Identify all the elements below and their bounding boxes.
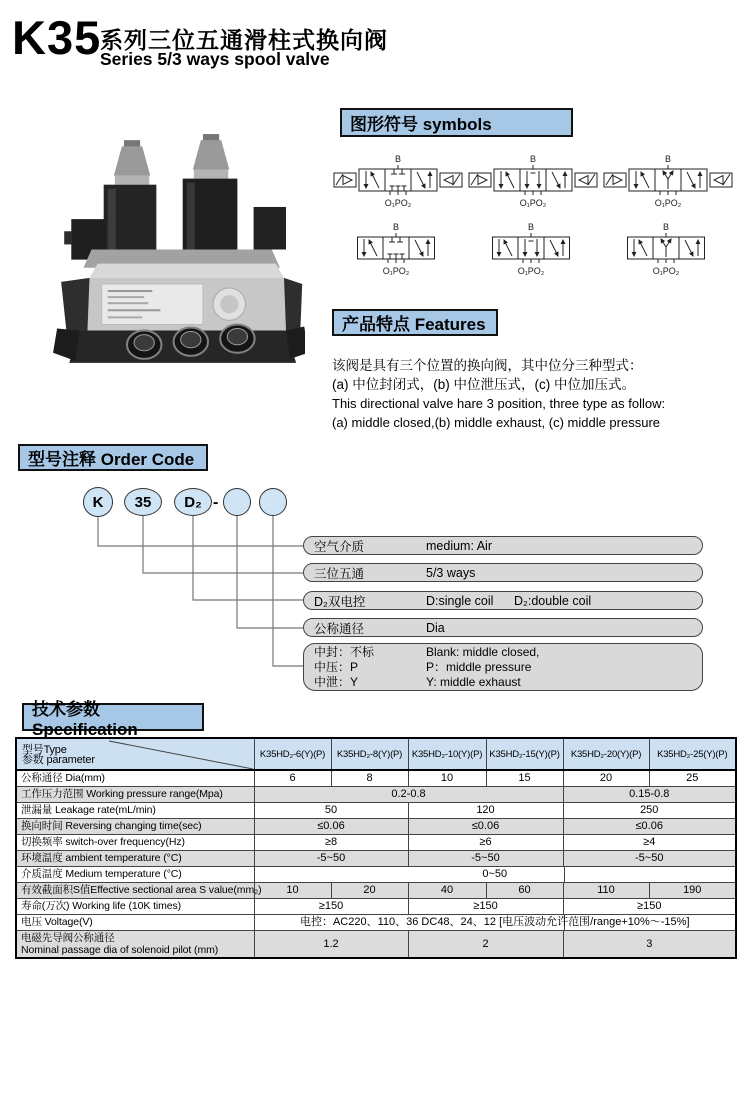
ordercode-row-cn: 公称通径 bbox=[314, 621, 365, 636]
valve-symbol-middle-closed-plain bbox=[357, 222, 435, 276]
features-line-en2: (a) middle closed,(b) middle exhaust, (c) middle pressure bbox=[332, 415, 661, 430]
valve-symbol-drawing bbox=[492, 232, 570, 266]
spec-row-dia bbox=[16, 770, 736, 787]
spec-row-label: 有效截面积S值Effective sectional area S value(mm₂) bbox=[16, 883, 254, 899]
ordercode-row-en: 5/3 ways bbox=[426, 565, 476, 580]
spec-cell: -5~50 bbox=[408, 851, 563, 867]
spec-row-label: 切换频率 switch-over frequency(Hz) bbox=[16, 835, 254, 851]
spec-col-header: K35HD₂-8(Y)(P) bbox=[331, 738, 408, 770]
spec-cell: 1.2 bbox=[254, 931, 408, 959]
valve-symbol-middle-exhaust bbox=[468, 154, 598, 208]
spec-row-label: 电压 Voltage(V) bbox=[16, 915, 254, 931]
spec-cell: 25 bbox=[649, 770, 736, 787]
port-label-bottom: O₁PO₂ bbox=[654, 198, 682, 208]
spec-cell: 190 bbox=[649, 883, 736, 899]
features-section-header: 产品特点 Features bbox=[332, 309, 498, 336]
ordercode-row-en: Dia bbox=[426, 620, 445, 635]
spec-cell: 0.15-0.8 bbox=[563, 787, 736, 803]
spec-row-medium bbox=[16, 867, 736, 883]
ordercode-row-dia bbox=[303, 618, 703, 637]
spec-row-ambient bbox=[16, 851, 736, 867]
spec-cell: 2 bbox=[408, 931, 563, 959]
spec-row-label-cn: 电磁先导阀公称通径 bbox=[21, 932, 115, 944]
ordercode-row-medium bbox=[303, 536, 703, 555]
spec-cell: 120 bbox=[408, 803, 563, 819]
spec-row-label: 介质温度 Medium temperature (°C) bbox=[16, 867, 254, 883]
spec-col-header: K35HD₂-20(Y)(P) bbox=[563, 738, 649, 770]
port-label-bottom: O₁PO₂ bbox=[517, 266, 545, 276]
spec-cell: ≥6 bbox=[408, 835, 563, 851]
spec-cell: 0~50 bbox=[254, 867, 736, 883]
port-label-bottom: O₁PO₂ bbox=[652, 266, 680, 276]
spec-cell: 40 bbox=[408, 883, 486, 899]
ordercode-en-line: Blank: middle closed, bbox=[426, 644, 540, 659]
valve-symbol-middle-closed bbox=[333, 154, 463, 208]
code-bubble-center-type bbox=[259, 488, 287, 516]
cap-top bbox=[124, 140, 140, 147]
spec-row-label: 公称通径 Dia(mm) bbox=[16, 770, 254, 787]
spec-cell: ≥4 bbox=[563, 835, 736, 851]
spec-row-frequency bbox=[16, 835, 736, 851]
features-text bbox=[332, 356, 665, 432]
ordercode-en-line: Y: middle exhaust bbox=[426, 674, 521, 689]
spec-cell: ≤0.06 bbox=[254, 819, 408, 835]
product-photo bbox=[30, 130, 305, 368]
page-title-english: Series 5/3 ways spool valve bbox=[100, 49, 330, 69]
spec-table bbox=[15, 737, 737, 959]
ordercode-row-en: medium: Air bbox=[426, 538, 492, 553]
port-label-b: B bbox=[527, 222, 534, 232]
spec-cell: ≤0.06 bbox=[563, 819, 736, 835]
spec-cell: 8 bbox=[331, 770, 408, 787]
spec-row-label: 工作压力范围 Working pressure range(Mpa) bbox=[16, 787, 254, 803]
spec-cell: ≤0.06 bbox=[408, 819, 563, 835]
spec-row-life bbox=[16, 899, 736, 915]
ordercode-en-line: P：middle pressure bbox=[426, 659, 532, 674]
spec-cell: 110 bbox=[563, 883, 649, 899]
spec-cell: ≥8 bbox=[254, 835, 408, 851]
ordercode-row-ways bbox=[303, 563, 703, 582]
code-bubble-dia bbox=[223, 488, 251, 516]
code-bubble-d2: D₂ bbox=[174, 488, 212, 516]
spec-cell: 50 bbox=[254, 803, 408, 819]
valve-symbol-drawing bbox=[603, 164, 733, 198]
spec-col-header: K35HD₂-10(Y)(P) bbox=[408, 738, 486, 770]
valve-symbol-middle-exhaust-plain bbox=[492, 222, 570, 276]
valve-symbol-middle-pressure bbox=[603, 154, 733, 208]
spec-col-header: K35HD₂-15(Y)(P) bbox=[486, 738, 563, 770]
ordercode-row-cn: 三位五通 bbox=[314, 566, 365, 581]
valve-symbol-middle-pressure-plain bbox=[627, 222, 705, 276]
symbols-section-header: 图形符号 symbols bbox=[340, 108, 573, 137]
port-label-bottom: O₁PO₂ bbox=[382, 266, 410, 276]
spec-col-header: K35HD₂-6(Y)(P) bbox=[254, 738, 331, 770]
spec-cell: ≥150 bbox=[408, 899, 563, 915]
port-label-b: B bbox=[664, 154, 671, 164]
features-line-cn1: 该阀是具有三个位置的换向阀，其中位分三种型式： bbox=[332, 358, 643, 373]
spec-cell: 60 bbox=[486, 883, 563, 899]
spec-cell: 3 bbox=[563, 931, 736, 959]
page-title-chinese: 系列三位五通滑柱式换向阀 bbox=[100, 27, 388, 53]
spec-cell: -5~50 bbox=[563, 851, 736, 867]
ordercode-cn-line: 中泄：Y bbox=[314, 674, 359, 689]
spec-section-header: 技术参数 Specification bbox=[22, 703, 204, 731]
corner-type-label: 型号Type bbox=[22, 744, 67, 756]
port-label-bottom: O₁PO₂ bbox=[384, 198, 412, 208]
valve-symbol-drawing bbox=[357, 232, 435, 266]
spec-cell: 0.2-0.8 bbox=[254, 787, 563, 803]
spec-cell: 15 bbox=[486, 770, 563, 787]
spec-cell: 6 bbox=[254, 770, 331, 787]
code-bubble-k: K bbox=[83, 487, 113, 517]
spec-row-pressure bbox=[16, 787, 736, 803]
ordercode-row-coil bbox=[303, 591, 703, 610]
spec-row-leakage bbox=[16, 803, 736, 819]
corner-parameter-label: 参数 parameter bbox=[22, 754, 95, 766]
spec-cell: 250 bbox=[563, 803, 736, 819]
spec-row-area bbox=[16, 883, 736, 899]
ordercode-row-cn-stack bbox=[304, 645, 426, 690]
spec-row-label: 换向时间 Reversing changing time(sec) bbox=[16, 819, 254, 835]
spec-cell: ≥150 bbox=[563, 899, 736, 915]
spec-cell: 10 bbox=[254, 883, 331, 899]
spec-cell: ≥150 bbox=[254, 899, 408, 915]
spec-row-label-en: Nominal passage dia of solenoid pilot (mm) bbox=[21, 944, 219, 956]
valve-symbol-drawing bbox=[468, 164, 598, 198]
spec-col-header: K35HD₂-25(Y)(P) bbox=[649, 738, 736, 770]
ordercode-row-cn: D₂双电控 bbox=[314, 594, 366, 609]
spec-row-label: 环境温度 ambient temperature (°C) bbox=[16, 851, 254, 867]
features-line-en1: This directional valve hare 3 position, three type as follow: bbox=[332, 396, 666, 411]
ordercode-row-en2: D₂:double coil bbox=[514, 593, 592, 608]
spec-row-label: 寿命(万次) Working life (10K times) bbox=[16, 899, 254, 915]
spec-row-pilot bbox=[16, 931, 736, 959]
features-line-cn2: (a) 中位封闭式，(b) 中位泄压式，(c) 中位加压式。 bbox=[332, 377, 635, 392]
spec-header-row bbox=[16, 738, 736, 770]
spec-corner-cell bbox=[16, 738, 254, 770]
port-label-b: B bbox=[392, 222, 399, 232]
spec-cell: 20 bbox=[331, 883, 408, 899]
spec-row-label bbox=[16, 931, 254, 959]
ordercode-row-cn: 空气介质 bbox=[314, 539, 365, 554]
spec-row-voltage bbox=[16, 915, 736, 931]
spec-cell: 20 bbox=[563, 770, 649, 787]
ordercode-row-en: D:single coil bbox=[426, 593, 494, 608]
spec-cell: -5~50 bbox=[254, 851, 408, 867]
spec-row-label: 泄漏量 Leakage rate(mL/min) bbox=[16, 803, 254, 819]
port-label-b: B bbox=[662, 222, 669, 232]
ordercode-section-header: 型号注释 Order Code bbox=[18, 444, 208, 471]
series-code: K35 bbox=[12, 11, 102, 64]
ordercode-row-center-type bbox=[303, 643, 703, 691]
code-dash: - bbox=[213, 494, 219, 511]
valve-symbol-drawing bbox=[627, 232, 705, 266]
code-bubble-35: 35 bbox=[124, 488, 162, 516]
ordercode-cn-line: 中封：不标 bbox=[314, 644, 375, 659]
port-label-b: B bbox=[394, 154, 401, 164]
spec-row-reversing bbox=[16, 819, 736, 835]
valve-symbol-drawing bbox=[333, 164, 463, 198]
spec-cell: 10 bbox=[408, 770, 486, 787]
ordercode-row-en-stack bbox=[426, 645, 539, 690]
port-label-bottom: O₁PO₂ bbox=[519, 198, 547, 208]
port-label-b: B bbox=[529, 154, 536, 164]
spec-cell: 电控：AC220、110、36 DC48、24、12 [电压波动允许范围/range+10%～-15%] bbox=[254, 915, 736, 931]
ordercode-cn-line: 中压：P bbox=[314, 659, 359, 674]
